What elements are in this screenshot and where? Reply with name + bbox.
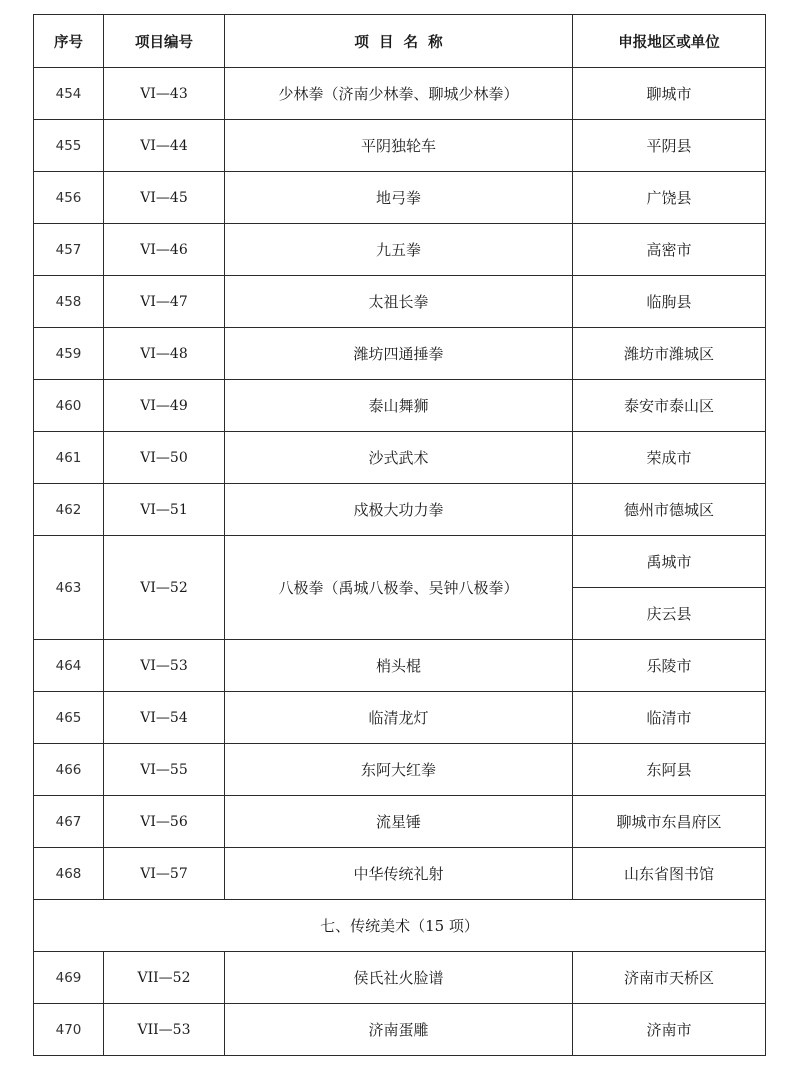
cell-name: 济南蛋雕 — [225, 1004, 573, 1056]
table-row — [34, 432, 766, 484]
cell-seq: 467 — [34, 796, 104, 848]
cell-seq: 468 — [34, 848, 104, 900]
cell-region: 广饶县 — [573, 172, 766, 224]
cell-code: VI—43 — [104, 68, 225, 120]
section-title: 七、传统美术（15 项） — [34, 900, 766, 952]
table-row — [34, 796, 766, 848]
cell-code: VI—53 — [104, 640, 225, 692]
cell-code: VI—50 — [104, 432, 225, 484]
cell-code: VI—44 — [104, 120, 225, 172]
cell-code: VI—49 — [104, 380, 225, 432]
cell-name: 中华传统礼射 — [225, 848, 573, 900]
cell-name: 少林拳（济南少林拳、聊城少林拳） — [225, 68, 573, 120]
header-name: 项 目 名 称 — [225, 15, 573, 68]
cell-code: VI—48 — [104, 328, 225, 380]
header-seq: 序号 — [34, 15, 104, 68]
table-row — [34, 484, 766, 536]
header-code: 项目编号 — [104, 15, 225, 68]
cell-region: 泰安市泰山区 — [573, 380, 766, 432]
cell-region: 高密市 — [573, 224, 766, 276]
cell-name: 潍坊四通捶拳 — [225, 328, 573, 380]
cell-region: 乐陵市 — [573, 640, 766, 692]
cell-seq: 458 — [34, 276, 104, 328]
cell-name: 东阿大红拳 — [225, 744, 573, 796]
cell-seq: 470 — [34, 1004, 104, 1056]
table-row — [34, 68, 766, 120]
cell-region: 济南市天桥区 — [573, 952, 766, 1004]
header-region: 申报地区或单位 — [573, 15, 766, 68]
table-row — [34, 328, 766, 380]
cell-region: 禹城市 — [573, 536, 766, 588]
cell-region: 临清市 — [573, 692, 766, 744]
table-row — [34, 848, 766, 900]
heritage-project-table — [33, 14, 766, 1056]
table-row — [34, 536, 766, 588]
cell-region: 东阿县 — [573, 744, 766, 796]
cell-name: 地弓拳 — [225, 172, 573, 224]
cell-name: 太祖长拳 — [225, 276, 573, 328]
cell-code: VI—47 — [104, 276, 225, 328]
cell-name: 八极拳（禹城八极拳、吴钟八极拳） — [225, 536, 573, 640]
table-row — [34, 952, 766, 1004]
cell-name: 沙式武术 — [225, 432, 573, 484]
table-row — [34, 120, 766, 172]
cell-name: 梢头棍 — [225, 640, 573, 692]
table-row — [34, 1004, 766, 1056]
cell-region: 济南市 — [573, 1004, 766, 1056]
table-header-row — [34, 15, 766, 68]
cell-code: VII—52 — [104, 952, 225, 1004]
cell-seq: 457 — [34, 224, 104, 276]
cell-code: VI—51 — [104, 484, 225, 536]
table-row — [34, 276, 766, 328]
cell-name: 侯氏社火脸谱 — [225, 952, 573, 1004]
cell-code: VI—46 — [104, 224, 225, 276]
cell-seq: 454 — [34, 68, 104, 120]
cell-region: 德州市德城区 — [573, 484, 766, 536]
cell-seq: 461 — [34, 432, 104, 484]
cell-region: 临朐县 — [573, 276, 766, 328]
cell-code: VI—54 — [104, 692, 225, 744]
cell-seq: 462 — [34, 484, 104, 536]
cell-region: 山东省图书馆 — [573, 848, 766, 900]
cell-code: VII—53 — [104, 1004, 225, 1056]
cell-seq: 456 — [34, 172, 104, 224]
table-row — [34, 224, 766, 276]
cell-seq: 460 — [34, 380, 104, 432]
cell-region: 庆云县 — [573, 588, 766, 640]
cell-code: VI—57 — [104, 848, 225, 900]
table-row — [34, 640, 766, 692]
cell-region: 聊城市 — [573, 68, 766, 120]
cell-region: 荣成市 — [573, 432, 766, 484]
cell-region: 聊城市东昌府区 — [573, 796, 766, 848]
cell-name: 泰山舞狮 — [225, 380, 573, 432]
cell-name: 平阴独轮车 — [225, 120, 573, 172]
table-row — [34, 380, 766, 432]
cell-name: 流星锤 — [225, 796, 573, 848]
cell-code: VI—56 — [104, 796, 225, 848]
cell-seq: 466 — [34, 744, 104, 796]
cell-name: 临清龙灯 — [225, 692, 573, 744]
cell-name: 九五拳 — [225, 224, 573, 276]
cell-code: VI—52 — [104, 536, 225, 640]
cell-seq: 464 — [34, 640, 104, 692]
cell-seq: 463 — [34, 536, 104, 640]
table-row — [34, 692, 766, 744]
cell-code: VI—55 — [104, 744, 225, 796]
table-row — [34, 172, 766, 224]
document-page — [33, 14, 765, 1056]
cell-code: VI—45 — [104, 172, 225, 224]
cell-seq: 465 — [34, 692, 104, 744]
cell-seq: 459 — [34, 328, 104, 380]
cell-seq: 455 — [34, 120, 104, 172]
table-row — [34, 744, 766, 796]
cell-seq: 469 — [34, 952, 104, 1004]
cell-region: 平阴县 — [573, 120, 766, 172]
section-row — [34, 900, 766, 952]
cell-region: 潍坊市潍城区 — [573, 328, 766, 380]
cell-name: 戍极大功力拳 — [225, 484, 573, 536]
